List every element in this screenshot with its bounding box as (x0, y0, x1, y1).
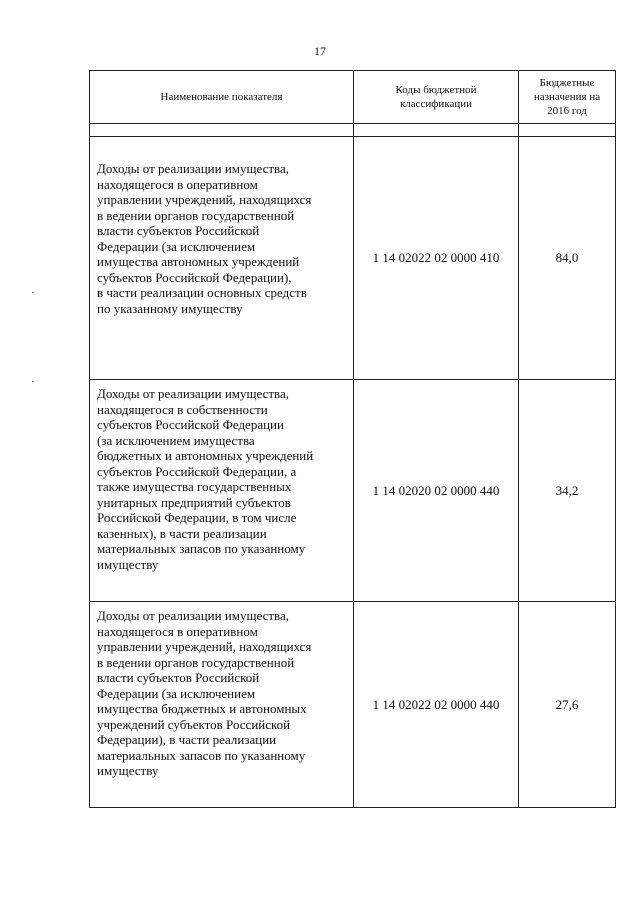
indicator-name-line: имуществу (97, 763, 159, 778)
indicator-name-line: Российской Федерации, в том числе (97, 510, 297, 525)
indicator-name-line: Доходы от реализации имущества, (97, 161, 290, 176)
indicator-name-line: находящегося в оперативном (97, 623, 258, 639)
indicator-name-line: управлении учреждений, находящихся (97, 639, 312, 654)
indicator-name-line: бюджетных и автономных учреждений (97, 448, 314, 463)
indicator-name-line: учреждений субъектов Российской (97, 716, 291, 732)
indicator-name-line: Федерации), в части реализации (97, 732, 277, 747)
header-name (90, 71, 354, 124)
indicator-name-line: в ведении органов государственной (97, 207, 295, 223)
amount-cell: 84,0 (519, 137, 616, 380)
indicator-name-line: субъектов Российской Федерации (97, 417, 284, 432)
indicator-name-line: субъектов Российской Федерации), (97, 269, 292, 285)
indicator-name-line: в ведении органов государственной (97, 654, 295, 670)
header-codes (354, 71, 519, 124)
indicator-name-line: (за исключением имущества (97, 432, 255, 448)
budget-code-cell: 1 14 02022 02 0000 410 (354, 137, 519, 380)
indicator-name-line: находящегося в собственности (97, 401, 268, 417)
indicator-name-line: в части реализации основных средств (97, 285, 307, 300)
amount-cell: 27,6 (519, 602, 616, 808)
indicator-name-cell (90, 602, 354, 808)
indicator-name-line: власти субъектов Российской (97, 670, 260, 685)
indicator-name-line: Федерации (за исключением (97, 238, 256, 254)
indicator-name-line: Доходы от реализации имущества, (97, 386, 290, 401)
header-codes-line: Коды бюджетной (395, 84, 477, 96)
indicator-name-line: субъектов Российской Федерации, а (97, 463, 297, 479)
spacer-cell (354, 124, 519, 137)
budget-code-cell: 1 14 02022 02 0000 440 (354, 602, 519, 808)
indicator-name-line: имущества бюджетных и автономных (97, 701, 307, 716)
indicator-name-cell (90, 380, 354, 602)
header-amount-line: Бюджетные (539, 77, 595, 89)
indicator-name-line: унитарных предприятий субъектов (97, 494, 291, 510)
header-amount-label (528, 76, 606, 118)
header-codes-line: классификации (399, 98, 473, 110)
indicator-name-line: материальных запасов по указанному (97, 747, 306, 763)
budget-table (89, 70, 616, 808)
spacer-row (90, 124, 616, 137)
scan-mark (32, 381, 34, 382)
amount-cell: 34,2 (519, 380, 616, 602)
budget-code-cell: 1 14 02020 02 0000 440 (354, 380, 519, 602)
header-name-label: Наименование показателя (160, 91, 283, 103)
indicator-name-cell (90, 137, 354, 380)
indicator-name-line: имущества автономных учреждений (97, 254, 300, 269)
page-number: 17 (314, 44, 326, 58)
table-row (90, 602, 616, 808)
table-row (90, 380, 616, 602)
indicator-name-line: Федерации (за исключением (97, 685, 256, 701)
header-amount-line: назначения на (533, 91, 601, 103)
indicator-name-line: власти субъектов Российской (97, 223, 260, 238)
indicator-name-line: казенных), в части реализации (97, 525, 267, 541)
header-codes-label (390, 83, 483, 111)
header-row (90, 71, 616, 124)
indicator-name-line: имуществу (97, 556, 159, 572)
indicator-name-line: по указанному имуществу (97, 300, 243, 316)
scan-mark (32, 292, 34, 293)
indicator-name-line: материальных запасов по указанному (97, 541, 306, 556)
header-amount-line: 2016 год (547, 105, 587, 117)
indicator-name-line: находящегося в оперативном (97, 176, 258, 192)
spacer-cell (519, 124, 616, 137)
table-row (90, 137, 616, 380)
indicator-name-line: также имущества государственных (97, 479, 292, 494)
spacer-cell (90, 124, 354, 137)
indicator-name-line: Доходы от реализации имущества, (97, 608, 290, 623)
indicator-name-line: управлении учреждений, находящихся (97, 192, 312, 207)
header-amount (519, 71, 616, 124)
